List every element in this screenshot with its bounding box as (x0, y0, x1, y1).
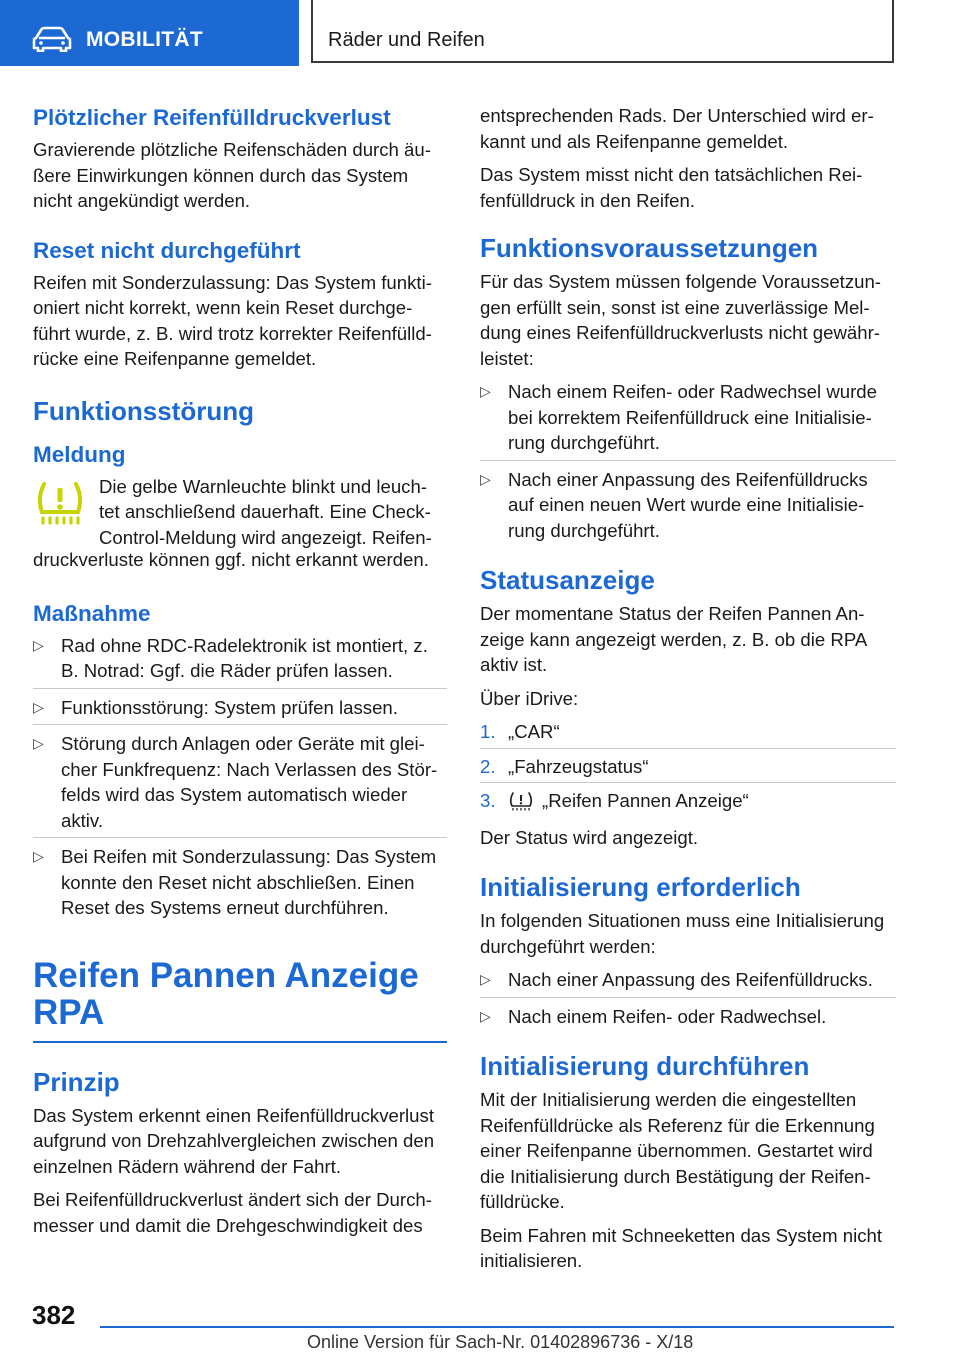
paragraph: entsprechenden Rads. Der Unterschied wird er-kannt und als Reifenpanne gemeldet. (480, 105, 874, 152)
paragraph: Der momentane Status der Reifen Pannen An-zeige kann angezeigt werden, z. B. ob die RPA aktiv ist. (480, 603, 867, 675)
heading-rule (33, 1041, 447, 1043)
bullet-triangle-icon: ▷ (480, 383, 491, 399)
list-item: ▷ Nach einer Anpassung des Reifenfülldrucks auf einen neuen Wert wurde eine Initialisie-rung durchgeführt. (480, 468, 868, 541)
bullet-triangle-icon: ▷ (480, 470, 491, 487)
bullet-triangle-icon: ▷ (33, 636, 44, 653)
paragraph: Reifen mit Sonderzulassung: Das System funkti-oniert nicht korrekt, wenn kein Reset durchge-führt wurde, z. B. wird trotz korrekter Reifenfülld-rücke eine Reifenpanne gemeldet. (33, 271, 432, 369)
list-item: ▷ Nach einer Anpassung des Reifenfülldrucks. (480, 967, 896, 998)
paragraph: Der Status wird angezeigt. (480, 826, 699, 848)
paragraph: Über iDrive: (480, 687, 579, 709)
bullet-triangle-icon: ▷ (33, 698, 44, 715)
chapter-header (311, 0, 894, 63)
heading: Initialisierung erforderlich (480, 872, 801, 902)
bullet-triangle-icon: ▷ (33, 735, 44, 751)
bullet-list (33, 633, 447, 925)
paragraph: Das System misst nicht den tatsächlichen Rei-fenfülldruck in den Reifen. (480, 164, 863, 211)
list-item: ▷ Funktionsstörung: System prüfen lassen. (33, 695, 447, 726)
page-number: 382 (32, 1300, 76, 1330)
footer-text: Online Version für Sach-Nr. 01402896736 - X/18 (307, 1332, 694, 1352)
heading: Meldung (33, 441, 126, 467)
paragraph: In folgenden Situationen muss eine Initialisierung durchgeführt werden: (480, 910, 885, 957)
right-column (480, 103, 896, 1282)
list-item: ▷ Bei Reifen mit Sonderzulassung: Das System konnte den Reset nicht abschließen. Einen Reset des Systems erneut durchführen. (33, 846, 437, 918)
chapter-heading: Reifen Pannen Anzeige RPA (33, 955, 419, 1032)
chapter-title: Räder und Reifen (328, 29, 485, 51)
bullet-triangle-icon: ▷ (33, 848, 44, 864)
footer-rule (100, 1326, 894, 1328)
warning-block (33, 474, 447, 551)
list-item: ▷ Nach einem Reifen- oder Radwechsel wurde bei korrektem Reifenfülldruck eine Initialisie-rung durchgeführt. (480, 379, 896, 461)
paragraph: Für das System müssen folgende Voraussetzun-gen erfüllt sein, sonst ist eine zuverlässige Mel-dung eines Reifenfülldruckverlusts nicht gewähr-leistet: (480, 271, 881, 369)
list-item: 2. „Fahrzeugstatus“ (480, 754, 896, 784)
tire-pressure-warning-icon (35, 480, 85, 526)
heading: Initialisierung durchführen (480, 1051, 810, 1081)
list-item: 3. „Reifen Pannen Anzeige“ (480, 790, 749, 811)
paragraph: druckverluste können ggf. nicht erkannt werden. (33, 549, 429, 570)
list-item: ▷ Nach einem Reifen- oder Radwechsel. (480, 1004, 896, 1034)
section-tab (0, 0, 299, 66)
paragraph: Das System erkennt einen Reifenfülldruckverlust aufgrund von Drehzahlvergleichen zwischen den einzelnen Rädern während der Fahrt. (33, 1104, 435, 1177)
paragraph: Bei Reifenfülldruckverlust ändert sich der Durch-messer und damit die Drehgeschwindigkeit des (33, 1189, 432, 1236)
heading: Funktionsvoraussetzungen (480, 233, 819, 263)
heading: Prinzip (33, 1066, 120, 1097)
paragraph: Mit der Initialisierung werden die eingestellten Reifenfülldrücke als Referenz für die Erkennung einer Reifenpanne übernommen. Gestartet wird die Initialisierung durch Bestätigung der Reifen-fülldrücke. (480, 1089, 875, 1212)
bullet-triangle-icon: ▷ (480, 971, 491, 987)
paragraph: Beim Fahren mit Schneeketten das System nicht initialisieren. (480, 1224, 883, 1271)
numbered-list (480, 719, 896, 817)
heading: Maßnahme (33, 600, 151, 626)
left-column (33, 103, 447, 1246)
section-title: MOBILITÄT (86, 28, 204, 51)
heading: Funktionsstörung (33, 395, 254, 426)
heading: Reset nicht durchgeführt (33, 237, 301, 263)
list-item: ▷ Störung durch Anlagen oder Geräte mit glei-cher Funkfrequenz: Nach Verlassen des Stör-felds wird das System automatisch wieder aktiv. (33, 731, 447, 838)
paragraph: Die gelbe Warnleuchte blinkt und leuch-tet anschließend dauerhaft. Eine Check-Control-Meldung wird angezeigt. Reifen- (99, 475, 432, 548)
list-item: 1. „CAR“ (480, 719, 896, 749)
bullet-list (480, 967, 896, 1033)
tire-pressure-icon (508, 791, 534, 811)
paragraph: Gravierende plötzliche Reifenschäden durch äu-ßere Einwirkungen können durch das System nicht angekündigt werden. (33, 139, 431, 211)
list-item: ▷ Rad ohne RDC-Radelektronik ist montiert, z. B. Notrad: Ggf. die Räder prüfen lassen. (33, 633, 447, 689)
bullet-list (480, 379, 896, 547)
bullet-triangle-icon: ▷ (480, 1007, 491, 1024)
heading: Statusanzeige (480, 565, 655, 595)
car-icon (32, 26, 72, 52)
heading: Plötzlicher Reifenfülldruckverlust (33, 105, 391, 130)
